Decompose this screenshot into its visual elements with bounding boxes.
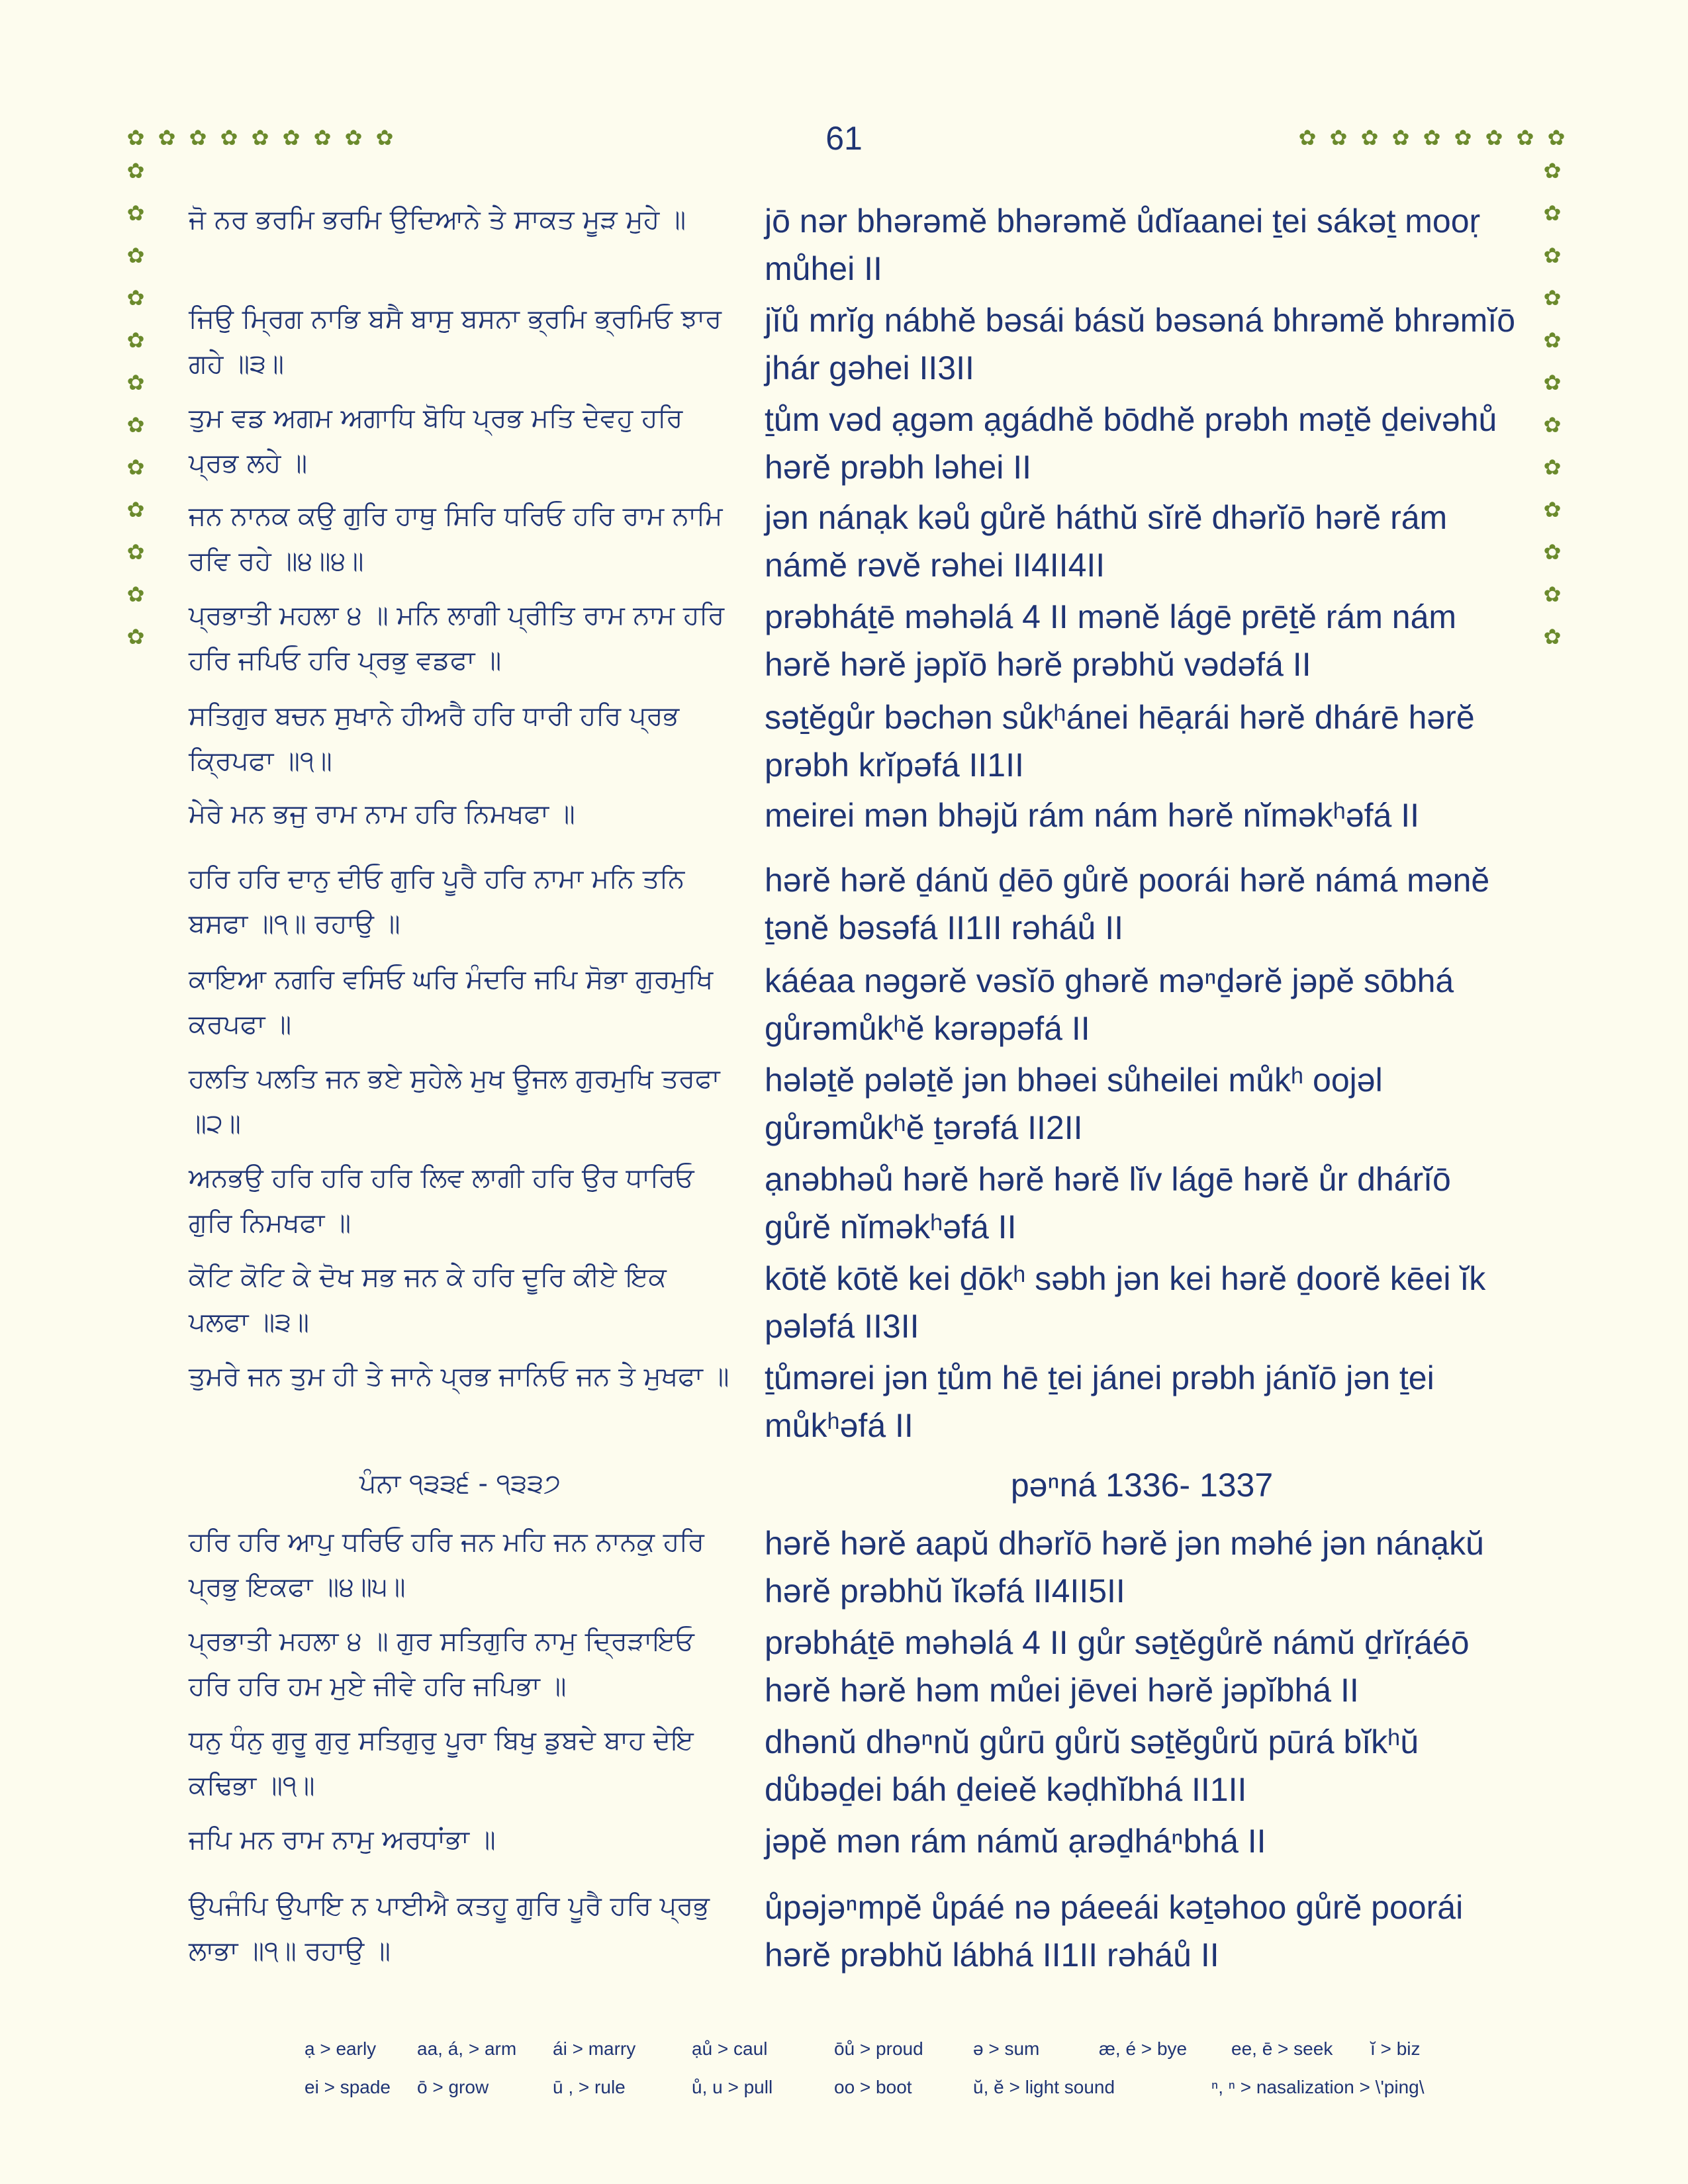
flower-ornament-icon: ✿ [220,125,238,150]
flower-ornament-icon: ✿ [158,125,176,150]
gurmukhi-text: ਅਨਭਉ ਹਰਿ ਹਰਿ ਹਰਿ ਲਿਵ ਲਾਗੀ ਹਰਿ ਉਰ ਧਾਰਿਓ ਗੁਰਿ ਨਿਮਖਫਾ ॥ [189,1163,694,1238]
flower-ornament-icon: ✿ [1543,412,1562,437]
flower-ornament-icon: ✿ [313,125,332,150]
flower-ornament-icon: ✿ [1543,455,1562,480]
flower-ornament-icon: ✿ [1391,125,1410,150]
flower-ornament-icon: ✿ [1543,201,1562,226]
flower-ornament-icon: ✿ [1543,158,1562,183]
gurmukhi-text: ਕਾਇਆ ਨਗਰਿ ਵਸਿਓ ਘਰਿ ਮੰਦਰਿ ਜਪਿ ਸੋਭਾ ਗੁਰਮੁਖਿ ਕਰਪਫਾ ॥ [189,964,714,1040]
legend-item: æ, é > bye [1099,2038,1188,2059]
flower-ornament-icon: ✿ [189,125,207,150]
flower-ornament-icon: ✿ [1543,328,1562,353]
transliteration-text: jən nánạk kəů gůrĕ háthŭ sĭrĕ dhərĭō hərĕ rám námĕ rəvĕ rəhei II4II4II [765,499,1448,584]
flower-ornament-icon: ✿ [1543,582,1562,607]
transliteration-text: ůpəjəⁿmpĕ ůpáé nə páeeái kəṯəhoo gůrĕ poorái hərĕ prəbhŭ lábhá II1II rəháů II [765,1889,1464,1974]
flower-ornament-icon: ✿ [126,243,145,268]
transliteration-text: jəpĕ mən rám námŭ ạrəḏháⁿbhá II [765,1823,1266,1860]
transliteration-text: ạnəbhəů hərĕ hərĕ hərĕ lĭv lágē hərĕ ůr dhárĭō gůrĕ nĭməkʰəfá II [765,1161,1451,1246]
flower-ornament-icon: ✿ [126,582,145,607]
transliteration-text: meirei mən bhəjŭ rám nám hərĕ nĭməkʰəfá II [765,797,1420,834]
flower-ornament-icon: ✿ [1543,624,1562,649]
flower-ornament-icon: ✿ [1543,370,1562,395]
gurmukhi-text: ਸਤਿਗੁਰ ਬਚਨ ਸੁਖਾਨੇ ਹੀਅਰੈ ਹਰਿ ਧਾਰੀ ਹਰਿ ਪ੍ਰਭ ਕ੍ਰਿਪਫਾ ॥੧॥ [189,701,680,776]
flower-ornament-icon: ✿ [126,201,145,226]
legend-item: ū , > rule [553,2077,626,2097]
gurmukhi-text: ਜਿਉ ਮ੍ਰਿਗ ਨਾਭਿ ਬਸੈ ਬਾਸੁ ਬਸਨਾ ਭ੍ਰਮਿ ਭ੍ਰਮਿਓ ਝਾਰ ਗਹੇ ॥੩॥ [189,304,722,379]
transliteration-text: səṯĕgůr bəchən sůkʰánei hēạrái hərĕ dhárē hərĕ prəbh krĭpəfá II1II [765,699,1475,784]
gurmukhi-text: ਧਨੁ ਧੰਨੁ ਗੁਰੂ ਗੁਰੁ ਸਤਿਗੁਰੁ ਪੂਰਾ ਬਿਖੁ ਡੁਬਦੇ ਬਾਹ ਦੇਇ ਕਢਿਭਾ ॥੧॥ [189,1725,694,1801]
flower-ornament-icon: ✿ [126,125,145,150]
flower-ornament-icon: ✿ [1547,125,1566,150]
legend-item: ee, ē > seek [1231,2038,1333,2059]
gurmukhi-text: ਪੰਨਾ ੧੩੩੬ - ੧੩੩੭ [359,1469,561,1499]
page-number: 61 [825,120,863,157]
flower-ornament-icon: ✿ [126,412,145,437]
flower-ornament-icon: ✿ [1485,125,1503,150]
gurmukhi-text: ਜੋ ਨਰ ਭਰਮਿ ਭਰਮਿ ਉਦਿਆਨੇ ਤੇ ਸਾਕਤ ਮੂੜ ਮੁਹੇ ॥ [189,205,686,235]
transliteration-text: káéaa nəgərĕ vəsĭō ghərĕ məⁿḏərĕ jəpĕ sōbhá gůrəmůkʰĕ kərəpəfá II [765,962,1454,1047]
legend-row [305,2077,1496,2115]
flower-ornament-icon: ✿ [1454,125,1472,150]
legend-item: ái > marry [553,2038,636,2059]
flower-ornament-icon: ✿ [126,624,145,649]
flower-ornament-icon: ✿ [1543,285,1562,310]
flower-ornament-icon: ✿ [126,370,145,395]
flower-ornament-icon: ✿ [1360,125,1379,150]
flower-ornament-icon: ✿ [344,125,363,150]
flower-ornament-icon: ✿ [251,125,269,150]
gurmukhi-text: ਹਰਿ ਹਰਿ ਆਪੁ ਧਰਿਓ ਹਰਿ ਜਨ ਮਹਿ ਜਨ ਨਾਨਕੁ ਹਰਿ ਪ੍ਰਭੁ ਇਕਫਾ ॥੪॥੫॥ [189,1527,704,1602]
flower-ornament-icon: ✿ [1329,125,1348,150]
flower-ornament-icon: ✿ [126,455,145,480]
legend-item: ŭ, ĕ > light sound [973,2077,1115,2097]
gurmukhi-text: ਕੋਟਿ ਕੋਟਿ ਕੇ ਦੋਖ ਸਭ ਜਨ ਕੇ ਹਰਿ ਦੂਰਿ ਕੀਏ ਇਕ ਪਲਫਾ ॥੩॥ [189,1262,667,1338]
flower-ornament-icon: ✿ [126,497,145,522]
flower-ornament-icon: ✿ [126,285,145,310]
gurmukhi-text: ਜਨ ਨਾਨਕ ਕਉ ਗੁਰਿ ਹਾਥੁ ਸਿਰਿ ਧਰਿਓ ਹਰਿ ਰਾਮ ਨਾਮਿ ਰਵਿ ਰਹੇ ॥੪॥੪॥ [189,501,723,576]
transliteration-text: hərĕ hərĕ aapŭ dhərĭō hərĕ jən məhé jən nánạkŭ hərĕ prəbhŭ ĭkəfá II4II5II [765,1525,1484,1610]
flower-ornament-icon: ✿ [1543,497,1562,522]
transliteration-text: jĭů mrĭg nábhĕ bəsái básŭ bəsəná bhrəmĕ bhrəmĭō jhár gəhei II3II [765,302,1516,387]
flower-ornament-icon: ✿ [126,539,145,565]
transliteration-text: hərĕ hərĕ ḏánŭ ḏēō gůrĕ poorái hərĕ námá mənĕ ṯənĕ bəsəfá II1II rəháů II [765,862,1490,946]
legend-item: ạů > caul [692,2038,768,2059]
legend-item: ōů > proud [834,2038,923,2059]
gurmukhi-text: ਜਪਿ ਮਨ ਰਾਮ ਨਾਮੁ ਅਰਧਾਂਭਾ ॥ [189,1825,496,1855]
gurmukhi-text: ਹਰਿ ਹਰਿ ਦਾਨੁ ਦੀਓ ਗੁਰਿ ਪੂਰੈ ਹਰਿ ਨਾਮਾ ਮਨਿ ਤਨਿ ਬਸਫਾ ॥੧॥ ਰਹਾਉ ॥ [189,864,685,939]
transliteration-text: pəⁿná 1336- 1337 [1010,1467,1274,1504]
legend-item: ə > sum [973,2038,1040,2059]
transliteration-text: kōtĕ kōtĕ kei ḏōkʰ səbh jən kei hərĕ ḏoorĕ kēei ĭk pələfá II3II [765,1260,1486,1345]
gurmukhi-text: ਮੇਰੇ ਮਨ ਭਜੁ ਰਾਮ ਨਾਮ ਹਰਿ ਨਿਮਖਫਾ ॥ [189,799,575,829]
flower-ornament-icon: ✿ [126,328,145,353]
flower-ornament-icon: ✿ [282,125,301,150]
legend-item: ⁿ, ⁿ > nasalization > \'ping\ [1211,2077,1425,2097]
flower-ornament-icon: ✿ [1543,243,1562,268]
flower-ornament-icon: ✿ [1516,125,1534,150]
transliteration-text: dhənŭ dhəⁿnŭ gůrū gůrŭ səṯĕgůrŭ pūrá bĭkʰŭ důbəḏei báh ḏeieĕ kəḍhĭbhá II1II [765,1723,1419,1808]
legend-item: ei > spade [305,2077,391,2097]
legend-item: ĭ > biz [1370,2038,1421,2059]
gurmukhi-text: ਪ੍ਰਭਾਤੀ ਮਹਲਾ ੪ ॥ ਗੁਰ ਸਤਿਗੁਰਿ ਨਾਮੁ ਦ੍ਰਿੜਾਇਓ ਹਰਿ ਹਰਿ ਹਮ ਮੁਏ ਜੀਵੇ ਹਰਿ ਜਪਿਭਾ ॥ [189,1626,694,1702]
flower-ornament-icon: ✿ [126,158,145,183]
gurmukhi-text: ਹਲਤਿ ਪਲਤਿ ਜਨ ਭਏ ਸੁਹੇਲੇ ਮੁਖ ਊਜਲ ਗੁਰਮੁਖਿ ਤਰਫਾ ॥੨॥ [189,1064,720,1139]
legend-item: aa, á, > arm [417,2038,517,2059]
gurmukhi-text: ਤੁਮ ਵਡ ਅਗਮ ਅਗਾਧਿ ਬੋਧਿ ਪ੍ਰਭ ਮਤਿ ਦੇਵਹੁ ਹਰਿ ਪ੍ਰਭ ਲਹੇ ॥ [189,403,683,478]
flower-ornament-icon: ✿ [1298,125,1317,150]
pronunciation-legend [305,2038,1496,2115]
legend-item: oo > boot [834,2077,912,2097]
transliteration-text: jō nər bhərəmĕ bhərəmĕ ůdĭaanei ṯei sákəṯ mooṛ můhei II [765,203,1481,287]
transliteration-text: prəbháṯē məhəlá 4 II gůr səṯĕgůrĕ námŭ ḏrĭṛáéō hərĕ hərĕ həm můei jēvei hərĕ jəpĭbhá II [765,1624,1470,1709]
legend-item: ạ > early [305,2038,377,2059]
legend-row [305,2038,1496,2077]
transliteration-text: ṯům vəd ạgəm ạgádhĕ bōdhĕ prəbh məṯĕ ḏeivəhů hərĕ prəbh ləhei II [765,401,1497,486]
legend-item: ō > grow [417,2077,489,2097]
flower-ornament-icon: ✿ [1423,125,1441,150]
gurmukhi-text: ਪ੍ਰਭਾਤੀ ਮਹਲਾ ੪ ॥ ਮਨਿ ਲਾਗੀ ਪ੍ਰੀਤਿ ਰਾਮ ਨਾਮ ਹਰਿ ਹਰਿ ਜਪਿਓ ਹਰਿ ਪ੍ਰਭੁ ਵਡਫਾ ॥ [189,600,725,676]
flower-ornament-icon: ✿ [375,125,394,150]
transliteration-text: ṯůmərei jən ṯům hē ṯei jánei prəbh jánĭō jən ṯei můkʰəfá II [765,1359,1434,1444]
transliteration-text: prəbháṯē məhəlá 4 II mənĕ lágē prēṯĕ rám nám hərĕ hərĕ jəpĭō hərĕ prəbhŭ vədəfá II [765,598,1457,683]
transliteration-text: hələṯĕ pələṯĕ jən bhəei sůheilei můkʰ oojəl gůrəmůkʰĕ ṯərəfá II2II [765,1062,1383,1146]
flower-ornament-icon: ✿ [1543,539,1562,565]
legend-item: ů, u > pull [692,2077,773,2097]
gurmukhi-text: ਤੁਮਰੇ ਜਨ ਤੁਮ ਹੀ ਤੇ ਜਾਨੇ ਪ੍ਰਭ ਜਾਨਿਓ ਜਨ ਤੇ ਮੁਖਫਾ ॥ [189,1361,729,1392]
gurmukhi-text: ਉਪਜੰਪਿ ਉਪਾਇ ਨ ਪਾਈਐ ਕਤਹੂ ਗੁਰਿ ਪੂਰੈ ਹਰਿ ਪ੍ਰਭੁ ਲਾਭਾ ॥੧॥ ਰਹਾਉ ॥ [189,1891,710,1966]
